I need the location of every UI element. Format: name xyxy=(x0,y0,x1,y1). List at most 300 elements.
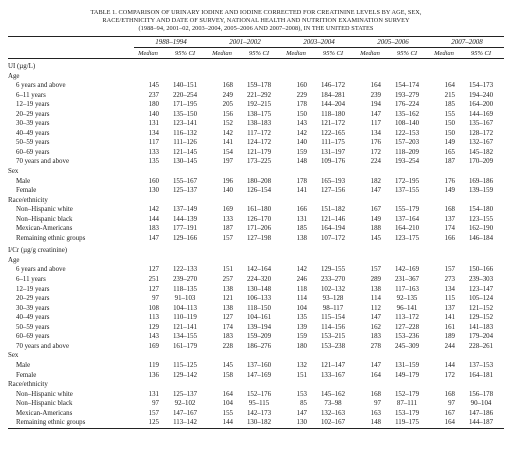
median-cell: 139 xyxy=(296,323,307,331)
median-cell: 178 xyxy=(296,101,307,109)
ci-cell: 127–228 xyxy=(394,323,420,331)
row-label: 20–29 years xyxy=(16,295,50,303)
median-cell: 164 xyxy=(370,82,381,90)
median-cell: 138 xyxy=(370,285,381,293)
median-cell: 119 xyxy=(148,361,159,369)
median-cell: 145 xyxy=(222,361,233,369)
median-cell: 144 xyxy=(222,419,233,427)
median-cell: 187 xyxy=(444,158,455,166)
ci-cell: 118–135 xyxy=(173,285,197,293)
table-row xyxy=(8,342,504,352)
table-row xyxy=(8,390,504,400)
median-cell: 136 xyxy=(148,371,159,379)
median-cell: 117 xyxy=(148,139,159,147)
ci-cell: 245–309 xyxy=(394,342,420,350)
median-cell: 149 xyxy=(444,187,455,195)
median-cell: 153 xyxy=(296,390,307,398)
row-label: Male xyxy=(16,361,31,369)
row-label: 12–19 years xyxy=(16,285,50,293)
ci-cell: 106–133 xyxy=(246,295,272,303)
ci-cell: 110–119 xyxy=(173,314,197,322)
median-cell: 149 xyxy=(444,139,455,147)
median-cell: 159 xyxy=(296,333,307,341)
median-cell: 162 xyxy=(370,323,381,331)
ci-cell: 180–208 xyxy=(246,177,272,185)
median-cell: 150 xyxy=(444,120,455,128)
median-cell: 113 xyxy=(148,314,159,322)
ci-cell: 126–154 xyxy=(246,187,272,195)
stub-header xyxy=(8,37,134,48)
table-row xyxy=(8,224,504,234)
ci-cell: 142–164 xyxy=(246,266,272,274)
median-cell: 147 xyxy=(370,110,381,118)
ci-cell: 239–270 xyxy=(172,276,198,284)
row-label: 60–69 years xyxy=(16,333,50,341)
median-cell: 174 xyxy=(444,225,455,233)
period-header: 2003–2004 xyxy=(282,37,356,48)
ci-cell: 134–155 xyxy=(172,333,198,341)
row-label: Remaining ethnic groups xyxy=(16,234,86,242)
ci-cell: 194–240 xyxy=(468,91,494,99)
ci-cell: 116–132 xyxy=(173,129,197,137)
ci-cell: 122–153 xyxy=(394,129,420,137)
ci-cell: 171–206 xyxy=(246,225,272,233)
median-cell: 150 xyxy=(444,129,455,137)
ci-cell: 117–172 xyxy=(247,129,271,137)
ci-cell: 122–165 xyxy=(320,129,346,137)
median-cell: 289 xyxy=(370,276,381,284)
group-title-row xyxy=(8,72,504,82)
ci-cell: 93–128 xyxy=(322,295,344,303)
ci-cell: 152–179 xyxy=(394,390,420,398)
ci-cell: 147–169 xyxy=(246,371,272,379)
ci-cell: 90–104 xyxy=(470,400,492,408)
median-cell: 147 xyxy=(148,234,159,242)
median-cell: 142 xyxy=(296,266,307,274)
ci-cell: 128–172 xyxy=(468,129,494,137)
median-cell: 134 xyxy=(148,129,159,137)
median-cell: 273 xyxy=(444,276,455,284)
ci-cell: 173–225 xyxy=(246,158,272,166)
median-cell: 152 xyxy=(222,120,233,128)
row-label: Non–Hispanic white xyxy=(16,390,73,398)
ci-cell: 132–163 xyxy=(320,409,346,417)
ci-cell: 152–176 xyxy=(246,390,272,398)
median-cell: 141 xyxy=(444,314,455,322)
ci-cell: 109–176 xyxy=(320,158,346,166)
median-cell: 180 xyxy=(148,101,159,109)
table-row xyxy=(8,100,504,110)
median-cell: 278 xyxy=(370,342,381,350)
ci-cell: 125–137 xyxy=(172,187,198,195)
median-cell: 196 xyxy=(222,177,233,185)
ci-cell: 139–159 xyxy=(468,187,494,195)
table-row xyxy=(8,304,504,314)
ci-cell: 73–98 xyxy=(324,400,342,408)
ci-cell: 121–141 xyxy=(172,323,198,331)
median-cell: 148 xyxy=(370,419,381,427)
ci-cell: 135–150 xyxy=(172,110,198,118)
median-cell: 176 xyxy=(370,139,381,147)
group-title-row xyxy=(8,196,504,206)
ci-cell: 122–133 xyxy=(172,266,198,274)
median-cell: 164 xyxy=(370,371,381,379)
table-row xyxy=(8,81,504,91)
ci-cell: 159–178 xyxy=(246,82,272,90)
table-row xyxy=(8,215,504,225)
ci-cell: 192–215 xyxy=(246,101,272,109)
caption-line-2: RACE/ETHNICITY AND DATE OF SURVEY, NATIONAL HEALTH AND NUTRITION EXAMINATION SURVEY xyxy=(102,17,410,24)
ci-cell: 132–167 xyxy=(468,139,494,147)
median-cell: 112 xyxy=(370,304,381,312)
ci-cell: 155–179 xyxy=(394,206,420,214)
row-label: Mexican-Americans xyxy=(16,409,73,417)
ci-cell: 147–167 xyxy=(172,409,198,417)
group-title-row xyxy=(8,167,504,177)
ci-cell: 239–303 xyxy=(468,276,494,284)
median-cell: 178 xyxy=(296,177,307,185)
median-cell: 144 xyxy=(444,361,455,369)
median-column-header: Median xyxy=(138,49,158,57)
ci-cell: 147–186 xyxy=(468,409,494,417)
ci-cell: 130–148 xyxy=(246,285,272,293)
ci-cell: 102–132 xyxy=(320,285,346,293)
median-cell: 140 xyxy=(296,139,307,147)
ci-cell: 127–198 xyxy=(246,234,272,242)
median-cell: 249 xyxy=(222,91,233,99)
ci-cell: 161–180 xyxy=(246,206,272,214)
ci-cell: 150–166 xyxy=(468,266,494,274)
ci-cell: 108–140 xyxy=(394,120,420,128)
median-cell: 147 xyxy=(370,187,381,195)
ci-cell: 156–178 xyxy=(468,390,494,398)
median-cell: 134 xyxy=(370,129,381,137)
ci-cell: 111–126 xyxy=(173,139,197,147)
row-label: 50–59 years xyxy=(16,139,50,147)
row-label: 50–59 years xyxy=(16,323,50,331)
median-cell: 229 xyxy=(296,91,307,99)
ci-cell: 126–170 xyxy=(246,215,272,223)
stub-subheader xyxy=(8,48,134,59)
ci-cell: 119–175 xyxy=(395,419,419,427)
table-caption xyxy=(12,9,500,33)
median-cell: 138 xyxy=(222,304,233,312)
ci-cell: 121–146 xyxy=(320,215,346,223)
median-cell: 104 xyxy=(296,304,307,312)
table-row xyxy=(8,399,504,409)
median-cell: 133 xyxy=(148,148,159,156)
median-cell: 127 xyxy=(148,285,159,293)
ci-cell: 142–173 xyxy=(246,409,272,417)
row-label: Female xyxy=(16,187,37,195)
median-cell: 185 xyxy=(444,101,455,109)
ci-cell: 154–173 xyxy=(468,82,494,90)
ci-cell: 129–152 xyxy=(468,314,494,322)
row-label: Remaining ethnic groups xyxy=(16,419,86,427)
ci-cell: 171–195 xyxy=(172,101,198,109)
median-cell: 164 xyxy=(444,419,455,427)
median-cell: 163 xyxy=(370,409,381,417)
ci-cell: 233–270 xyxy=(320,276,346,284)
median-cell: 143 xyxy=(148,333,159,341)
ci-cell: 123–141 xyxy=(172,120,198,128)
ci-cell: 121–179 xyxy=(246,148,272,156)
ci-cell: 153–236 xyxy=(394,333,420,341)
median-cell: 130 xyxy=(296,419,307,427)
ci-cell: 161–179 xyxy=(172,342,198,350)
table-row xyxy=(8,110,504,120)
ci-cell: 123–175 xyxy=(394,234,420,242)
median-cell: 145 xyxy=(370,234,381,242)
median-cell: 143 xyxy=(296,120,307,128)
median-cell: 132 xyxy=(296,361,307,369)
ci-cell: 96–141 xyxy=(396,304,418,312)
ci-cell: 113–172 xyxy=(395,314,419,322)
ci-cell: 184–281 xyxy=(320,91,346,99)
table-row xyxy=(8,177,504,187)
ci-cell: 111–175 xyxy=(321,139,345,147)
median-cell: 183 xyxy=(222,333,233,341)
median-cell: 142 xyxy=(296,129,307,137)
ci-cell: 133–167 xyxy=(320,371,346,379)
period-header: 1988–1994 xyxy=(134,37,208,48)
median-cell: 239 xyxy=(370,91,381,99)
ci-cell: 146–172 xyxy=(320,82,346,90)
median-cell: 141 xyxy=(296,187,307,195)
median-cell: 237 xyxy=(148,91,159,99)
ci-cell: 144–187 xyxy=(468,419,494,427)
median-cell: 183 xyxy=(370,333,381,341)
median-cell: 166 xyxy=(296,206,307,214)
median-cell: 154 xyxy=(222,148,233,156)
median-cell: 160 xyxy=(148,177,159,185)
median-cell: 224 xyxy=(370,158,381,166)
median-cell: 85 xyxy=(300,400,307,408)
row-label: Non–Hispanic black xyxy=(16,215,73,223)
median-cell: 172 xyxy=(444,371,455,379)
ci-cell: 124–172 xyxy=(246,139,272,147)
ci-cell: 164–194 xyxy=(320,225,346,233)
table-row xyxy=(8,275,504,285)
ci-cell: 137–153 xyxy=(468,361,494,369)
median-cell: 97 xyxy=(152,400,159,408)
row-label: Mexican-Americans xyxy=(16,225,73,233)
period-header: 2001–2002 xyxy=(208,37,282,48)
table-row xyxy=(8,91,504,101)
ci-cell: 118–150 xyxy=(247,304,271,312)
median-cell: 138 xyxy=(222,285,233,293)
median-cell: 131 xyxy=(148,120,159,128)
row-label: 30–39 years xyxy=(16,304,50,312)
ci-cell: 121–147 xyxy=(320,361,346,369)
median-cell: 130 xyxy=(148,187,159,195)
median-cell: 164 xyxy=(222,390,233,398)
ci-cell: 179–204 xyxy=(468,333,494,341)
median-cell: 188 xyxy=(370,225,381,233)
median-cell: 183 xyxy=(148,225,159,233)
ci-cell: 130–145 xyxy=(172,158,198,166)
ci-cell: 144–204 xyxy=(320,101,346,109)
table-row xyxy=(8,148,504,158)
ci-cell: 145–182 xyxy=(468,148,494,156)
column-header-row xyxy=(8,48,504,59)
median-cell: 104 xyxy=(222,400,233,408)
period-header-row xyxy=(8,37,504,48)
table-row xyxy=(8,371,504,381)
median-cell: 149 xyxy=(370,215,381,223)
ci-cell: 121–152 xyxy=(468,304,494,312)
ci-cell: 139–194 xyxy=(246,323,272,331)
ci-column-header: 95% CI xyxy=(322,49,344,57)
median-cell: 141 xyxy=(222,139,233,147)
ci-cell: 137–149 xyxy=(172,206,198,214)
group-title: Sex xyxy=(8,352,19,360)
median-cell: 157 xyxy=(148,409,159,417)
ci-cell: 157–203 xyxy=(394,139,420,147)
ci-cell: 121–172 xyxy=(320,120,346,128)
ci-cell: 177–191 xyxy=(172,225,198,233)
median-cell: 169 xyxy=(222,206,233,214)
section-title-row xyxy=(8,246,504,256)
median-cell: 142 xyxy=(222,129,233,137)
table-row xyxy=(8,361,504,371)
ci-cell: 141–183 xyxy=(468,323,494,331)
table-row xyxy=(8,313,504,323)
median-cell: 161 xyxy=(444,323,455,331)
median-cell: 151 xyxy=(222,266,233,274)
group-title-row xyxy=(8,380,504,390)
table-row xyxy=(8,409,504,419)
median-cell: 155 xyxy=(222,409,233,417)
caption-line-1: TABLE 1. COMPARISON OF URINARY IODINE AND IODINE CORRECTED FOR CREATININE LEVELS BY AGE, SEX, xyxy=(90,9,422,16)
ci-cell: 144–169 xyxy=(468,110,494,118)
ci-cell: 162–190 xyxy=(468,225,494,233)
median-cell: 194 xyxy=(370,101,381,109)
ci-cell: 107–172 xyxy=(320,234,346,242)
median-cell: 108 xyxy=(148,304,159,312)
median-cell: 187 xyxy=(222,225,233,233)
ci-cell: 170–209 xyxy=(468,158,494,166)
row-label: 40–49 years xyxy=(16,129,50,137)
table-row xyxy=(8,205,504,215)
median-column-header: Median xyxy=(212,49,232,57)
median-cell: 157 xyxy=(222,234,233,242)
table-row xyxy=(8,157,504,167)
section-title: UI (µg/L) xyxy=(8,63,36,70)
ci-cell: 135–167 xyxy=(468,120,494,128)
ci-cell: 153–215 xyxy=(320,333,346,341)
median-cell: 182 xyxy=(370,177,381,185)
ci-cell: 114–156 xyxy=(321,323,345,331)
ci-cell: 135–162 xyxy=(394,110,420,118)
ci-cell: 137–160 xyxy=(246,361,272,369)
group-title: Age xyxy=(8,256,20,264)
median-cell: 164 xyxy=(444,82,455,90)
ci-cell: 153–179 xyxy=(394,409,420,417)
iodine-table xyxy=(8,36,504,429)
median-cell: 176 xyxy=(444,177,455,185)
median-cell: 167 xyxy=(370,206,381,214)
ci-cell: 95–115 xyxy=(248,400,270,408)
ci-cell: 154–174 xyxy=(394,82,420,90)
table-row xyxy=(8,186,504,196)
median-cell: 117 xyxy=(370,120,381,128)
group-title-row xyxy=(8,351,504,361)
ci-cell: 172–195 xyxy=(394,177,420,185)
table-row xyxy=(8,119,504,129)
median-cell: 172 xyxy=(370,148,381,156)
median-cell: 147 xyxy=(296,409,307,417)
median-cell: 133 xyxy=(222,215,233,223)
ci-cell: 131–159 xyxy=(394,361,420,369)
median-cell: 131 xyxy=(296,215,307,223)
ci-cell: 165–193 xyxy=(320,177,346,185)
ci-cell: 118–209 xyxy=(395,148,419,156)
median-cell: 244 xyxy=(444,342,455,350)
group-title: Race/ethnicity xyxy=(8,196,48,204)
ci-cell: 142–169 xyxy=(394,266,420,274)
median-column-header: Median xyxy=(286,49,306,57)
row-label: 20–29 years xyxy=(16,110,50,118)
ci-cell: 137–164 xyxy=(394,215,420,223)
ci-cell: 129–155 xyxy=(320,266,346,274)
group-title: Age xyxy=(8,72,20,80)
median-cell: 97 xyxy=(374,400,381,408)
ci-cell: 102–167 xyxy=(320,419,346,427)
ci-column-header: 95% CI xyxy=(396,49,418,57)
row-label: 6–11 years xyxy=(16,276,46,284)
ci-cell: 169–186 xyxy=(468,177,494,185)
median-cell: 228 xyxy=(222,342,233,350)
ci-cell: 117–163 xyxy=(395,285,419,293)
median-cell: 137 xyxy=(444,215,455,223)
ci-cell: 121–145 xyxy=(172,148,198,156)
median-cell: 169 xyxy=(148,342,159,350)
median-cell: 134 xyxy=(444,285,455,293)
ci-cell: 155–167 xyxy=(172,177,198,185)
group-title-row xyxy=(8,256,504,266)
row-label: Male xyxy=(16,177,31,185)
median-cell: 174 xyxy=(222,323,233,331)
median-cell: 158 xyxy=(222,371,233,379)
ci-cell: 149–179 xyxy=(394,371,420,379)
median-cell: 137 xyxy=(444,304,455,312)
row-label: 12–19 years xyxy=(16,101,50,109)
median-cell: 142 xyxy=(148,206,159,214)
median-cell: 129 xyxy=(148,323,159,331)
median-cell: 114 xyxy=(370,295,381,303)
ci-cell: 137–155 xyxy=(394,187,420,195)
median-cell: 168 xyxy=(444,390,455,398)
ci-cell: 131–197 xyxy=(320,148,346,156)
median-cell: 155 xyxy=(444,110,455,118)
median-cell: 131 xyxy=(148,390,159,398)
ci-cell: 118–180 xyxy=(321,110,345,118)
ci-cell: 129–142 xyxy=(172,371,198,379)
median-cell: 189 xyxy=(444,333,455,341)
ci-column-header: 95% CI xyxy=(174,49,196,57)
caption-line-3: (1988–94, 2001–02, 2003–2004, 2005–2006 AND 2007–2008), IN THE UNITED STATES xyxy=(138,25,374,32)
table-row xyxy=(8,418,504,428)
period-header: 2005–2006 xyxy=(356,37,430,48)
median-cell: 156 xyxy=(222,110,233,118)
median-cell: 127 xyxy=(222,314,233,322)
median-cell: 115 xyxy=(444,295,455,303)
ci-cell: 151–182 xyxy=(320,206,346,214)
row-label: 6–11 years xyxy=(16,91,46,99)
median-cell: 144 xyxy=(148,215,159,223)
median-cell: 150 xyxy=(296,110,307,118)
